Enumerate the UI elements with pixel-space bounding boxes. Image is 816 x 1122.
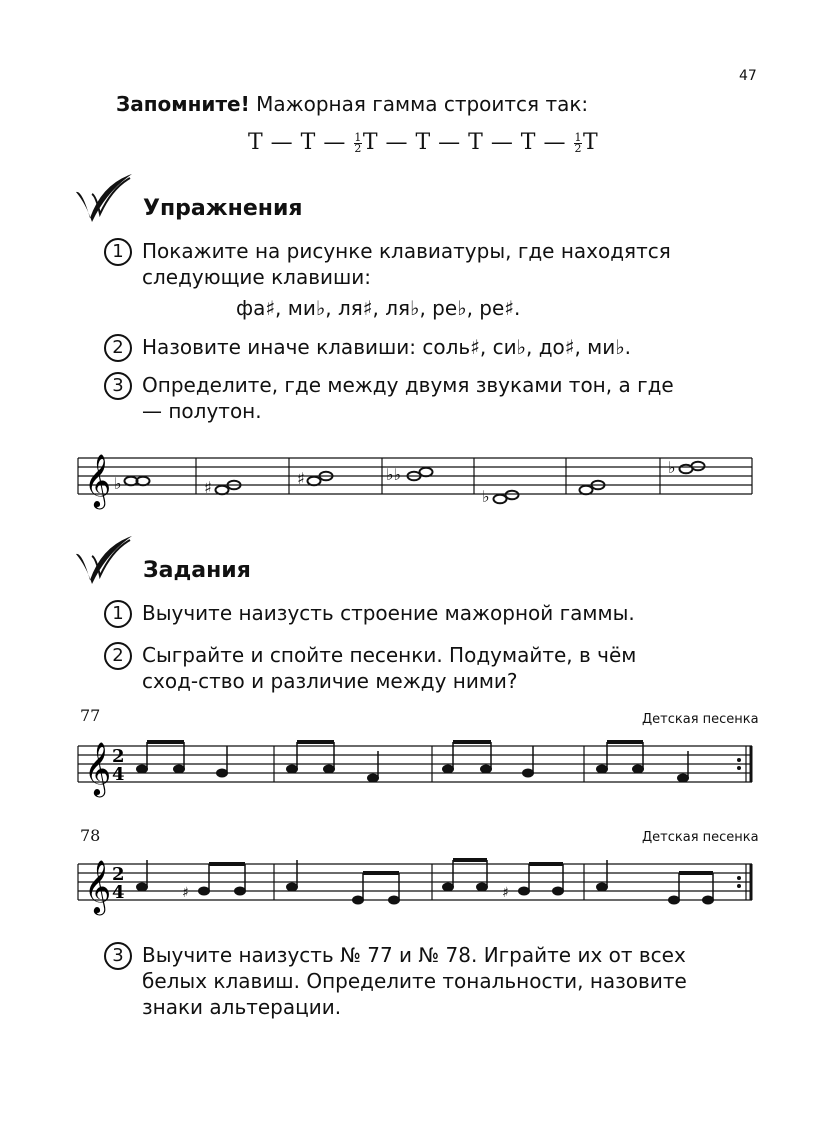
- song-number: 77: [80, 706, 101, 725]
- formula-part-1: Т — Т —: [248, 130, 354, 155]
- song-title: Детская песенка: [642, 830, 759, 845]
- checkmark-icon: [72, 532, 136, 586]
- svg-text:♯: ♯: [182, 885, 189, 901]
- svg-text:♯: ♯: [502, 885, 509, 901]
- remember-label: Запомните!: [116, 92, 250, 116]
- exercises-heading: Упражнения: [143, 196, 303, 221]
- time-signature-top: 2: [112, 746, 125, 767]
- time-signature-top: 2: [112, 864, 125, 885]
- checkmark-icon: [72, 170, 136, 224]
- song-77-staff: [76, 726, 756, 806]
- time-signature-bottom: 4: [112, 882, 125, 903]
- scale-formula: [248, 130, 598, 155]
- remember-text: Мажорная гамма строится так:: [249, 92, 589, 116]
- half-fraction: $\frac{1}{2}$: [354, 130, 362, 155]
- song-number: 78: [80, 826, 101, 845]
- page-number: 47: [739, 68, 757, 84]
- song-78-staff: [76, 844, 756, 924]
- intervals-staff: [76, 440, 756, 520]
- svg-text:♯: ♯: [297, 469, 305, 488]
- keys-list: фа♯, ми♭, ля♯, ля♭, ре♭, ре♯.: [236, 296, 521, 320]
- remember-line: [116, 92, 588, 116]
- svg-text:♭: ♭: [114, 474, 122, 493]
- svg-text:♭: ♭: [668, 458, 676, 477]
- svg-text:♭♭: ♭♭: [386, 465, 402, 484]
- svg-text:𝄞: 𝄞: [84, 741, 112, 795]
- treble-clef-icon: 𝄞: [84, 453, 112, 507]
- half-fraction: $\frac{1}{2}$: [574, 130, 582, 155]
- svg-text:♯: ♯: [204, 478, 212, 497]
- tasks-heading: Задания: [143, 558, 251, 583]
- svg-text:𝄞: 𝄞: [84, 859, 112, 913]
- time-signature-bottom: 4: [112, 764, 125, 785]
- svg-text:♭: ♭: [482, 487, 490, 506]
- song-title: Детская песенка: [642, 712, 759, 727]
- formula-part-3: Т: [582, 130, 599, 155]
- formula-part-2: Т — Т — Т — Т —: [362, 130, 574, 155]
